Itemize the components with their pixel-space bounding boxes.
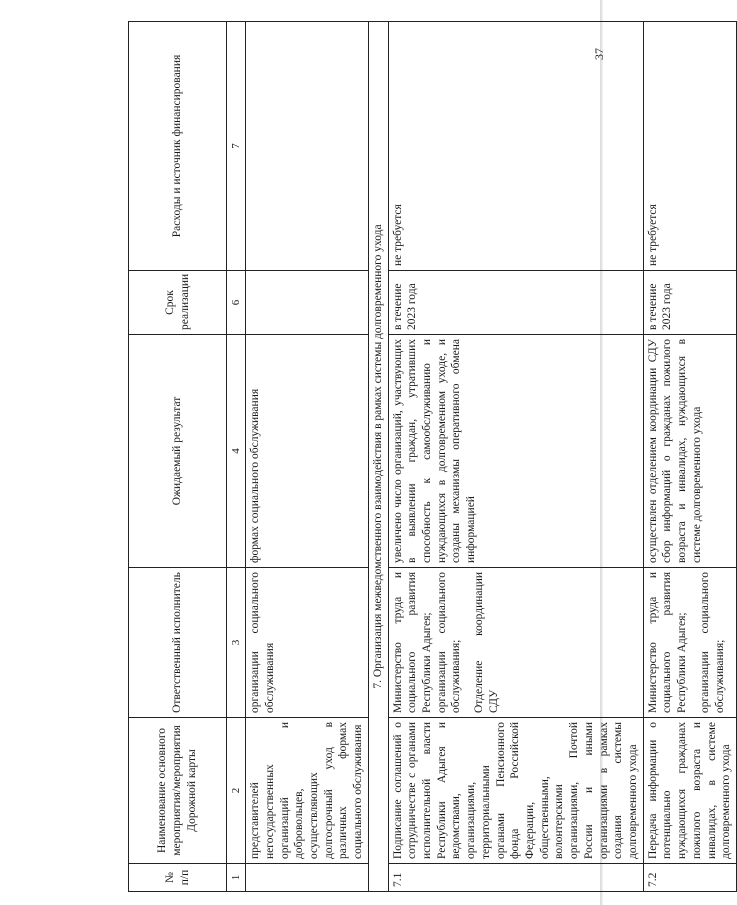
row-result: осуществлен отделением координации СДУ сбор информаций о гражданах пожилого возраста и инвалидах, нуждающихся в системе долговременного ухода	[643, 335, 736, 568]
header-result: Ожидаемый результат	[129, 335, 227, 568]
row-result: формах социального обслуживания	[246, 335, 369, 568]
row-activity: Передача информации о потенциально нуждающихся гражданах пожилого возраста и инвалидах, в системе долговременного ухода	[643, 718, 736, 864]
executor-organizations: организации социального обслуживания;	[435, 572, 463, 713]
header-cost: Расходы и источник финансирования	[129, 22, 227, 271]
column-number: 1	[227, 864, 246, 892]
row-num: 7.1	[388, 864, 643, 892]
page-number: 37	[592, 48, 606, 60]
table-row	[643, 22, 736, 892]
header-row	[129, 22, 227, 892]
row-cost: не требуется	[388, 22, 643, 271]
row-executor	[388, 568, 643, 718]
section-title: 7. Организация межведомственного взаимодействия в рамках системы долговременного ухода	[368, 22, 388, 892]
executor-ministry: Министерство труда и социального развития Республики Адыгея;	[391, 572, 433, 713]
row-activity: представителей негосударственных организаций и добровольцев, осуществляющих долгосрочный уход в различных формах социального обслуживания	[246, 718, 369, 864]
row-term: в течение 2023 года	[388, 271, 643, 335]
row-executor: организации социального обслуживания	[246, 568, 369, 718]
row-executor	[643, 568, 736, 718]
column-number: 6	[227, 271, 246, 335]
row-cost	[246, 22, 369, 271]
row-cost: не требуется	[643, 22, 736, 271]
section-row	[368, 22, 388, 892]
header-executor: Ответственный исполнитель	[129, 568, 227, 718]
row-term: в течение 2023 года	[643, 271, 736, 335]
row-num: 7.2	[643, 864, 736, 892]
table-row	[388, 22, 643, 892]
row-term	[246, 271, 369, 335]
row-activity: Подписание соглашений о сотрудничестве с органами исполнительной власти Республики Адыгея и ведомствами, организациями, территориальными органами Пенсионного фонда Российской Федерации, общественными, волонтерскими организациями, Почтой России и иными организациями в рамках создания системы долговременного ухода	[388, 718, 643, 864]
row-result: увеличено число организаций, участвующих в выявлении граждан, утративших способность к самообслуживанию и нуждающихся в долговременном уходе, и созданы механизмы оперативного обмена информацией	[388, 335, 643, 568]
roadmap-table	[128, 21, 737, 892]
column-number: 3	[227, 568, 246, 718]
column-number: 4	[227, 335, 246, 568]
row-num	[246, 864, 369, 892]
column-number: 7	[227, 22, 246, 271]
column-number-row	[227, 22, 246, 892]
executor-coordination: Отделение координации СДУ	[473, 572, 500, 713]
header-term: Срок реализации	[129, 271, 227, 335]
header-activity: Наименование основного мероприятия/мероприятия Дорожной карты	[129, 718, 227, 864]
header-num: № п/п	[129, 864, 227, 892]
executor-ministry: Министерство труда и социального развития Республики Адыгея;	[646, 572, 689, 713]
column-number: 2	[227, 718, 246, 864]
table-row-continuation	[246, 22, 369, 892]
executor-organizations: организации социального обслуживания;	[698, 572, 726, 713]
